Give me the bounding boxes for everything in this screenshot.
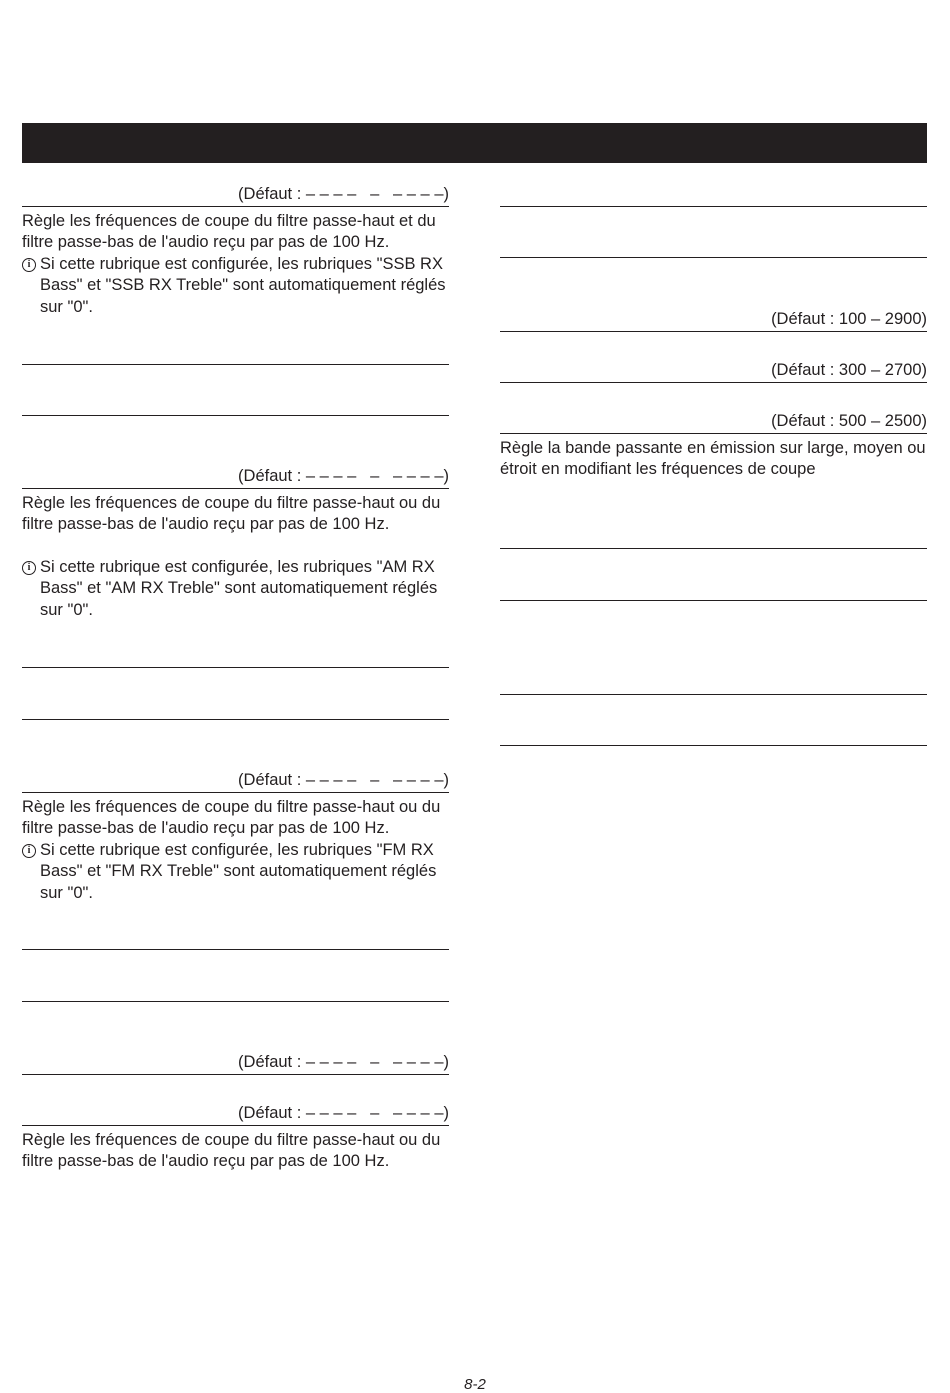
divider — [500, 548, 927, 549]
divider — [22, 1001, 449, 1002]
divider — [500, 694, 927, 695]
item-note — [22, 254, 449, 318]
default-block — [22, 1052, 449, 1075]
divider — [500, 600, 927, 601]
default-value: (Défaut : – – – – – – – – –) — [22, 184, 449, 207]
tx-bandwidth-mid-default — [500, 360, 927, 383]
item-note — [22, 840, 449, 904]
ssb-rx-hpf-lpf-block — [22, 184, 449, 318]
note-text: Si cette rubrique est configurée, les rubriques "SSB RX Bass" et "SSB RX Treble" sont automatiquement réglés sur "0". — [40, 254, 446, 316]
hpf-lpf-block — [22, 1103, 449, 1173]
divider — [22, 364, 449, 365]
fm-rx-hpf-lpf-block — [22, 770, 449, 904]
item-description: Règle la bande passante en émission sur large, moyen ou étroit en modifiant les fréquences de coupe — [500, 439, 926, 479]
default-value: (Défaut : 300 – 2700) — [500, 360, 927, 383]
default-value: (Défaut : – – – – – – – – –) — [22, 770, 449, 793]
divider — [500, 745, 927, 746]
divider — [500, 206, 927, 207]
default-value: (Défaut : 100 – 2900) — [500, 309, 927, 332]
item-description: Règle les fréquences de coupe du filtre passe-haut ou du filtre passe-bas de l'audio reçu par pas de 100 Hz. — [22, 1131, 441, 1171]
note-text: Si cette rubrique est configurée, les rubriques "AM RX Bass" et "AM RX Treble" sont automatiquement réglés sur "0". — [40, 557, 438, 619]
am-rx-hpf-lpf-block — [22, 466, 449, 621]
item-description: Règle les fréquences de coupe du filtre passe-haut et du filtre passe-bas de l'audio reçu par pas de 100 Hz. — [22, 212, 436, 252]
tx-bandwidth-wide-default — [500, 309, 927, 332]
divider — [22, 949, 449, 950]
info-icon: i — [22, 258, 36, 272]
info-icon: i — [22, 561, 36, 575]
item-description: Règle les fréquences de coupe du filtre passe-haut ou du filtre passe-bas de l'audio reçu par pas de 100 Hz. — [22, 494, 441, 534]
item-note — [22, 557, 449, 621]
info-icon: i — [22, 844, 36, 858]
divider — [22, 667, 449, 668]
item-description: Règle les fréquences de coupe du filtre passe-haut ou du filtre passe-bas de l'audio reçu par pas de 100 Hz. — [22, 798, 441, 838]
default-value: (Défaut : – – – – – – – – –) — [22, 1052, 449, 1075]
default-value: (Défaut : – – – – – – – – –) — [22, 1103, 449, 1126]
page-number: 8-2 — [464, 1376, 486, 1393]
note-text: Si cette rubrique est configurée, les rubriques "FM RX Bass" et "FM RX Treble" sont automatiquement réglés sur "0". — [40, 840, 437, 902]
section-header-bar — [22, 123, 927, 163]
divider — [22, 719, 449, 720]
tx-bandwidth-narrow-block — [500, 411, 927, 481]
default-value: (Défaut : 500 – 2500) — [500, 411, 927, 434]
default-value: (Défaut : – – – – – – – – –) — [22, 466, 449, 489]
divider — [500, 257, 927, 258]
divider — [22, 415, 449, 416]
